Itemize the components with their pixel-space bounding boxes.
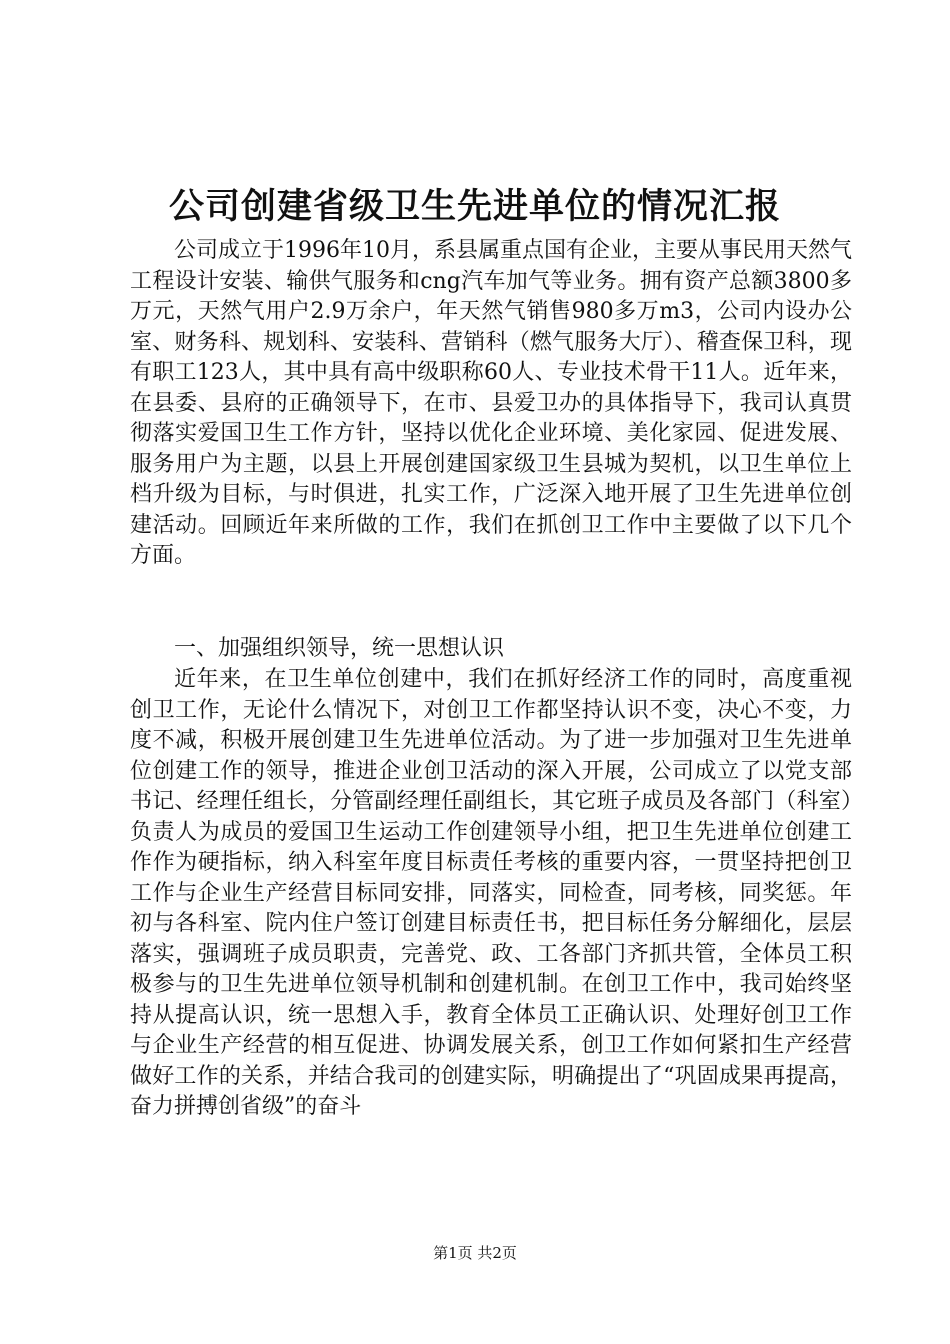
section-heading: 一、加强组织领导，统一思想认识	[174, 636, 505, 661]
document-title: 公司创建省级卫生先进单位的情况汇报	[168, 187, 781, 227]
intro-paragraph: 公司成立于1996年10月，系县属重点国有企业，主要从事民用天然气工程设计安装、输供气服务和cng汽车加气等业务。拥有资产总额3800多万元，天然气用户2.9万余户，年天然气销售980多万m3，公司内设办公室、财务科、规划科、安装科、营销科（燃气服务大厅）、稽查保卫科，现有职工123人，其中具有高中级职称60人、专业技术骨干11人。近年来，在县委、县府的正确领导下，在市、县爱卫办的具体指导下，我司认真贯彻落实爱国卫生工作方针，坚持以优化企业环境、美化家园、促进发展、服务用户为主题，以县上开展创建国家级卫生县城为契机，以卫生单位上档升级为目标，与时俱进，扎实工作，广泛深入地开展了卫生先进单位创建活动。回顾近年来所做的工作，我们在抓创卫工作中主要做了以下几个方面。	[130, 238, 852, 568]
section-paragraph: 近年来，在卫生单位创建中，我们在抓好经济工作的同时，高度重视创卫工作，无论什么情况下，对创卫工作都坚持认识不变，决心不变，力度不减，积极开展创建卫生先进单位活动。为了进一步加强对卫生先进单位创建工作的领导，推进企业创卫活动的深入开展，公司成立了以党支部书记、经理任组长，分管副经理任副组长，其它班子成员及各部门（科室）负责人为成员的爱国卫生运动工作创建领导小组，把卫生先进单位创建工作作为硬指标，纳入科室年度目标责任考核的重要内容，一贯坚持把创卫工作与企业生产经营目标同安排，同落实，同检查，同考核，同奖惩。年初与各科室、院内住户签订创建目标责任书，把目标任务分解细化，层层落实，强调班子成员职责，完善党、政、工各部门齐抓共管，全体员工积极参与的卫生先进单位领导机制和创建机制。在创卫工作中，我司始终坚持从提高认识，统一思想入手，教育全体员工正确认识、处理好创卫工作与企业生产经营的相互促进、协调发展关系，创卫工作如何紧扣生产经营做好工作的关系，并结合我司的创建实际，明确提出了“巩固成果再提高，奋力拼搏创省级”的奋斗	[130, 667, 852, 1119]
page-number-footer: 第1页 共2页	[433, 1244, 517, 1262]
